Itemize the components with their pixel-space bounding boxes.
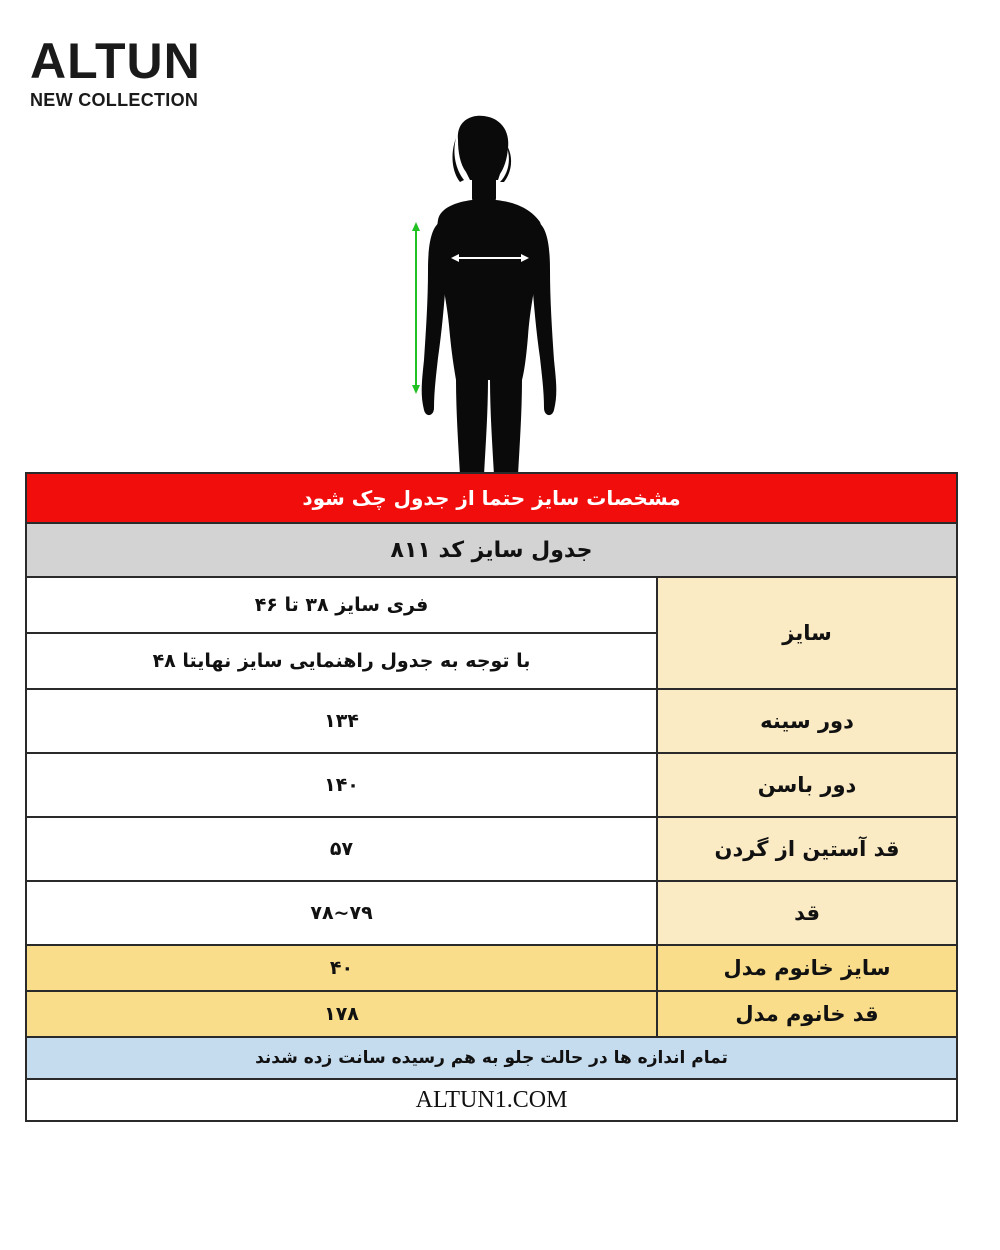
brand-logo [30,33,201,110]
model-value: ۴۰ [26,945,657,991]
table-row [26,881,957,945]
row-label: دور سینه [657,689,957,753]
warning-row [26,473,957,523]
row-value: ۷۹~۷۸ [26,881,657,945]
note-text: تمام اندازه ها در حالت جلو به هم رسیده سانت زده شدند [26,1037,957,1079]
row-label: دور باسن [657,753,957,817]
brand-subtitle: NEW COLLECTION [30,90,199,110]
size-row [26,577,957,633]
table-row [26,689,957,753]
brand-name: ALTUN [30,33,201,89]
size-value-free: فری سایز ۳۸ تا ۴۶ [26,577,657,633]
title-row [26,523,957,577]
table-row [26,753,957,817]
row-label: قد آستین از گردن [657,817,957,881]
table-title: جدول سایز کد ۸۱۱ [26,523,957,577]
model-label: قد خانوم مدل [657,991,957,1037]
model-label: سایز خانوم مدل [657,945,957,991]
model-row [26,945,957,991]
row-label: قد [657,881,957,945]
size-table [25,472,958,1122]
row-value: ۱۴۰ [26,753,657,817]
row-value: ۱۳۴ [26,689,657,753]
woman-silhouette-icon [400,110,580,475]
website-row [26,1079,957,1121]
model-row [26,991,957,1037]
note-row [26,1037,957,1079]
website-link[interactable]: ALTUN1.COM [26,1079,957,1121]
size-label: سایز [657,577,957,689]
table-row [26,817,957,881]
row-value: ۵۷ [26,817,657,881]
size-value-max: با توجه به جدول راهنمایی سایز نهایتا ۴۸ [26,633,657,689]
model-value: ۱۷۸ [26,991,657,1037]
warning-text: مشخصات سایز حتما از جدول چک شود [26,473,957,523]
